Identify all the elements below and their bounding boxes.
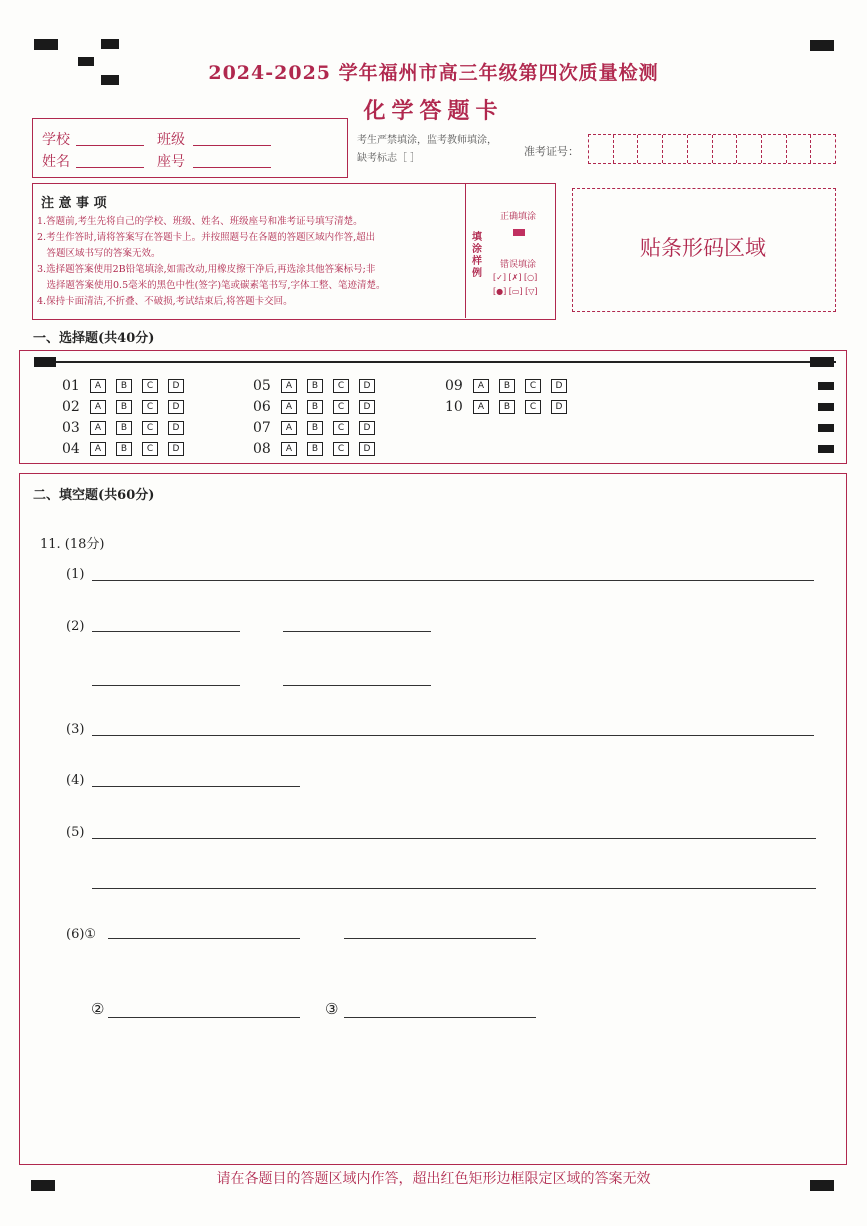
choice-question-row: [62, 378, 194, 394]
timing-mark: [810, 40, 834, 51]
class-label: 班级: [157, 132, 185, 148]
wrong-fill-marks-2: [●] [▭] [▽]: [493, 287, 538, 296]
note-item: 4.保持卡面清洁,不折叠、不破损,考试结束后,将答题卡交回。: [37, 296, 293, 307]
answer-line-4[interactable]: [92, 786, 300, 787]
part-6-2-label: ②: [91, 1000, 105, 1018]
option-bubble[interactable]: A: [281, 442, 297, 456]
timing-mark: [818, 403, 834, 411]
part-1-label: (1): [66, 567, 85, 582]
timing-mark: [34, 357, 56, 367]
option-bubble[interactable]: B: [307, 379, 323, 393]
timing-mark: [34, 39, 58, 50]
question-number: 09: [445, 378, 463, 394]
question-number: 01: [62, 378, 80, 394]
option-bubble[interactable]: D: [168, 421, 184, 435]
school-label: 学校: [42, 132, 70, 148]
barcode-label: 贴条形码区域: [640, 236, 766, 260]
option-bubble[interactable]: B: [116, 421, 132, 435]
option-bubble[interactable]: A: [281, 400, 297, 414]
option-bubble[interactable]: A: [281, 421, 297, 435]
option-bubble[interactable]: C: [333, 400, 349, 414]
answer-line-5b[interactable]: [92, 888, 816, 889]
option-bubble[interactable]: A: [90, 400, 106, 414]
page-subtitle: 化学答题卡: [363, 98, 504, 124]
page-title: 2024-2025 学年福州市高三年级第四次质量检测: [208, 62, 659, 84]
option-bubble[interactable]: B: [307, 400, 323, 414]
option-bubble[interactable]: D: [359, 379, 375, 393]
part-6-3-label: ③: [325, 1000, 339, 1018]
note-item: 答题区域书写的答案无效。: [37, 248, 161, 259]
option-bubble[interactable]: A: [473, 400, 489, 414]
fill-in-area: [19, 473, 847, 1165]
option-bubble[interactable]: C: [142, 442, 158, 456]
choice-question-row: [62, 441, 194, 457]
timing-mark: [810, 357, 834, 367]
correct-fill-label: 正确填涂: [500, 212, 537, 222]
timing-mark: [818, 382, 834, 390]
question-number: 08: [253, 441, 271, 457]
part-3-label: (3): [66, 722, 85, 737]
name-label: 姓名: [42, 154, 70, 170]
question-number: 07: [253, 420, 271, 436]
choice-question-row: [445, 399, 577, 415]
part-6-label: (6)①: [66, 927, 97, 942]
option-bubble[interactable]: B: [116, 400, 132, 414]
choice-question-row: [62, 420, 194, 436]
answer-line-2b[interactable]: [283, 631, 431, 632]
option-bubble[interactable]: C: [333, 379, 349, 393]
option-bubble[interactable]: C: [142, 379, 158, 393]
wrong-fill-label: 错误填涂: [500, 260, 537, 270]
timing-mark: [818, 445, 834, 453]
option-bubble[interactable]: D: [359, 421, 375, 435]
wrong-fill-marks-1: [✓] [✗] [○]: [493, 273, 538, 282]
option-bubble[interactable]: D: [551, 400, 567, 414]
option-bubble[interactable]: A: [281, 379, 297, 393]
choice-question-row: [253, 441, 385, 457]
answer-line-2d[interactable]: [283, 685, 431, 686]
option-bubble[interactable]: D: [168, 400, 184, 414]
proctor-note-2[interactable]: 缺考标志［ ］: [357, 153, 421, 164]
option-bubble[interactable]: C: [333, 421, 349, 435]
answer-line-3[interactable]: [92, 735, 814, 736]
question-number: 10: [445, 399, 463, 415]
seat-field[interactable]: [193, 167, 271, 168]
question-number: 05: [253, 378, 271, 394]
option-bubble[interactable]: D: [168, 379, 184, 393]
note-item: 3.选择题答案使用2B铅笔填涂,如需改动,用橡皮擦干净后,再选涂其他答案标号;非: [37, 264, 376, 275]
answer-line-6-2[interactable]: [108, 1017, 300, 1018]
answer-line-2c[interactable]: [92, 685, 240, 686]
choice-question-row: [253, 399, 385, 415]
answer-line-6-3[interactable]: [344, 1017, 536, 1018]
option-bubble[interactable]: A: [90, 421, 106, 435]
notes-list: [37, 214, 465, 310]
option-bubble[interactable]: A: [473, 379, 489, 393]
note-item: 1.答题前,考生先将自己的学校、班级、姓名、班级座号和准考证号填写清楚。: [37, 216, 363, 227]
note-item: 2.考生作答时,请将答案写在答题卡上。并按照题号在各题的答题区域内作答,超出: [37, 232, 376, 243]
exam-no-grid[interactable]: [588, 134, 836, 164]
question-number: 04: [62, 441, 80, 457]
part-5-label: (5): [66, 825, 85, 840]
footer-warning: 请在各题目的答题区域内作答，超出红色矩形边框限定区域的答案无效: [216, 1171, 651, 1187]
question-11-label: 11. (18分): [40, 537, 105, 552]
note-item: 选择题答案使用0.5毫米的黑色中性(签字)笔或碳素笔书写,字体工整、笔迹清楚。: [37, 280, 386, 291]
answer-line-1[interactable]: [92, 580, 814, 581]
answer-line-6-1b[interactable]: [344, 938, 536, 939]
student-info-box: [32, 118, 348, 178]
option-bubble[interactable]: B: [307, 442, 323, 456]
option-bubble[interactable]: D: [168, 442, 184, 456]
option-bubble[interactable]: B: [307, 421, 323, 435]
question-number: 03: [62, 420, 80, 436]
choice-question-row: [253, 420, 385, 436]
option-bubble[interactable]: C: [333, 442, 349, 456]
option-bubble[interactable]: B: [499, 379, 515, 393]
choice-question-row: [445, 378, 577, 394]
fill-sample-label: 填涂样例: [472, 232, 482, 279]
section1-title: 一、选择题(共40分): [33, 331, 155, 346]
option-bubble[interactable]: C: [142, 400, 158, 414]
class-field[interactable]: [193, 145, 271, 146]
timing-mark: [810, 1180, 834, 1191]
option-bubble[interactable]: A: [90, 379, 106, 393]
answer-line-5a[interactable]: [92, 838, 816, 839]
option-bubble[interactable]: C: [525, 400, 541, 414]
question-number: 06: [253, 399, 271, 415]
choice-question-row: [62, 399, 194, 415]
option-bubble[interactable]: A: [90, 442, 106, 456]
exam-no-label: 准考证号：: [524, 145, 579, 158]
section2-title: 二、填空题(共60分): [33, 488, 155, 503]
notes-title: 注 意 事 项: [41, 196, 107, 211]
correct-fill-mark: [513, 229, 525, 236]
option-bubble[interactable]: D: [359, 442, 375, 456]
seat-label: 座号: [157, 154, 185, 170]
timing-mark: [31, 1180, 55, 1191]
choice-rule: [36, 361, 836, 363]
option-bubble[interactable]: B: [116, 442, 132, 456]
choice-question-row: [253, 378, 385, 394]
question-number: 02: [62, 399, 80, 415]
option-bubble[interactable]: C: [142, 421, 158, 435]
timing-mark: [101, 39, 119, 49]
answer-line-2a[interactable]: [92, 631, 240, 632]
option-bubble[interactable]: D: [551, 379, 567, 393]
timing-mark: [818, 424, 834, 432]
proctor-note-1: 考生严禁填涂，监考教师填涂，: [357, 135, 497, 146]
option-bubble[interactable]: B: [116, 379, 132, 393]
option-bubble[interactable]: B: [499, 400, 515, 414]
name-field[interactable]: [76, 167, 144, 168]
notes-divider: [465, 183, 466, 318]
option-bubble[interactable]: C: [525, 379, 541, 393]
part-2-label: (2): [66, 619, 85, 634]
answer-line-6-1[interactable]: [108, 938, 300, 939]
option-bubble[interactable]: D: [359, 400, 375, 414]
school-field[interactable]: [76, 145, 144, 146]
part-4-label: (4): [66, 773, 85, 788]
